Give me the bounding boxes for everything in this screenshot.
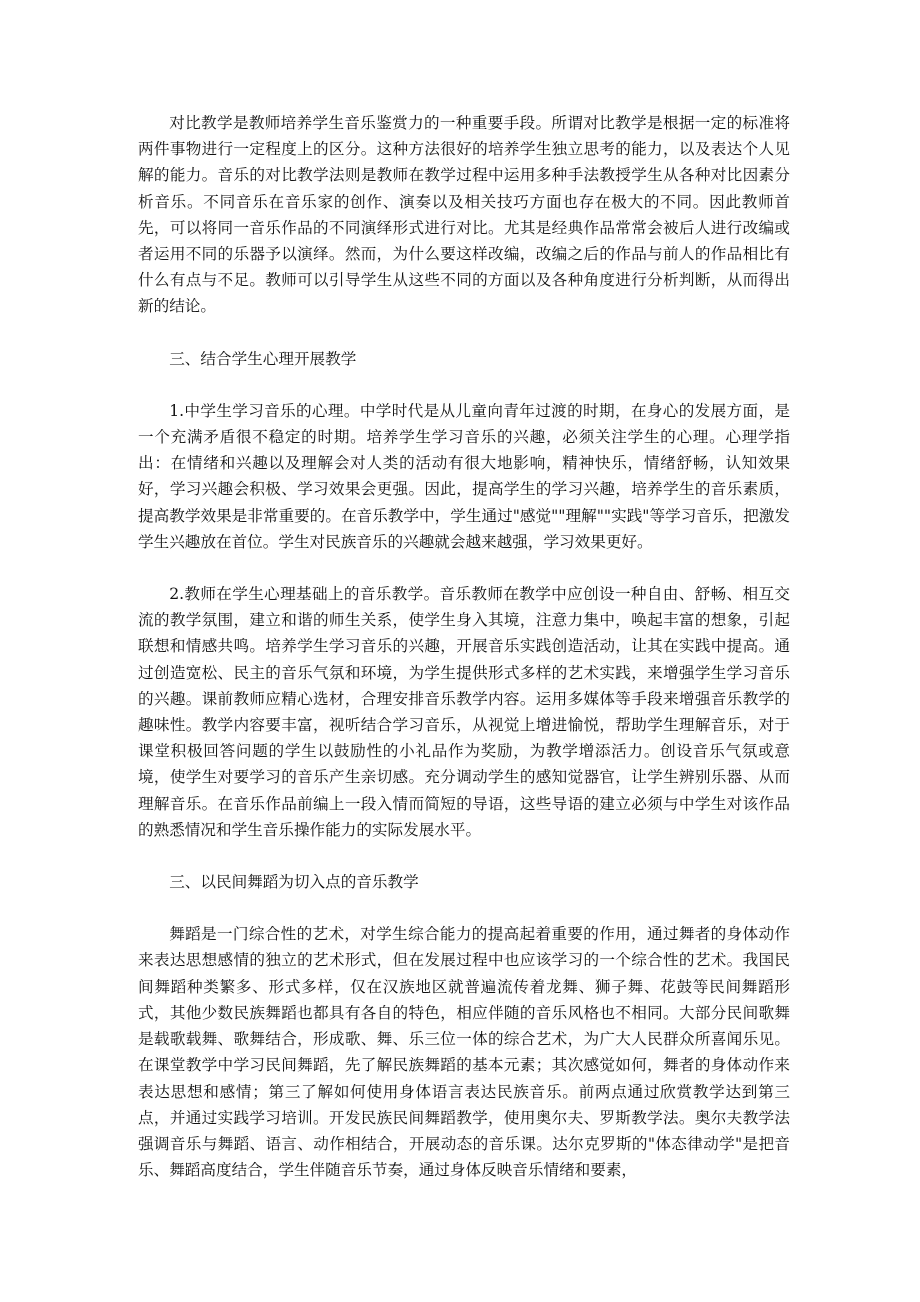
paragraph-gap	[138, 895, 790, 921]
paragraph-folk-dance: 舞蹈是一门综合性的艺术，对学生综合能力的提高起着重要的作用，通过舞者的身体动作来表达思想感情的独立的艺术形式，但在发展过程中也应该学习的一个综合性的艺术。我国民间舞蹈种类繁多、形式多样，仅在汉族地区就普遍流传着龙舞、狮子舞、花鼓等民间舞蹈形式，其他少数民族舞蹈也都具有各自的特色，相应伴随的音乐风格也不相同。大部分民间歌舞是载歌载舞、歌舞结合，形成歌、舞、乐三位一体的综合艺术，为广大人民群众所喜闻乐见。在课堂教学中学习民间舞蹈，先了解民族舞蹈的基本元素；其次感觉如何，舞者的身体动作来表达思想和感情；第三了解如何使用身体语言表达民族音乐。前两点通过欣赏教学达到第三点，并通过实践学习培训。开发民族民间舞蹈教学，使用奥尔夫、罗斯教学法。奥尔夫教学法强调音乐与舞蹈、语言、动作相结合，开展动态的音乐课。达尔克罗斯的"体态律动学"是把音乐、舞蹈高度结合，学生伴随音乐节奏，通过身体反映音乐情绪和要素，	[138, 925, 790, 1180]
paragraph-gap	[138, 843, 790, 869]
paragraph-gap	[138, 372, 790, 398]
paragraph-student-psychology: 1.中学生学习音乐的心理。中学时代是从儿童向青年过渡的时期，在身心的发展方面，是一个充满矛盾很不稳定的时期。培养学生学习音乐的兴趣，必须关注学生的心理。心理学指出：在情绪和兴趣以及理解会对人类的活动有很大地影响，精神快乐，情绪舒畅，认知效果好，学习兴趣会积极、学习效果会更强。因此，提高学生的学习兴趣，培养学生的音乐素质，提高教学效果是非常重要的。在音乐教学中，学生通过"感觉""理解""实践"等学习音乐，把激发学生兴趣放在首位。学生对民族音乐的兴趣就会越来越强，学习效果更好。	[138, 401, 790, 551]
section-heading-psychology: 三、结合学生心理开展教学	[169, 349, 357, 368]
paragraph-teacher-methods: 2.教师在学生心理基础上的音乐教学。音乐教师在教学中应创设一种自由、舒畅、相互交流的教学氛围，建立和谐的师生关系，使学生身入其境，注意力集中，唤起丰富的想象，引起联想和情感共鸣。培养学生学习音乐的兴趣，开展音乐实践创造活动，让其在实践中提高。通过创造宽松、民主的音乐气氛和环境，为学生提供形式多样的艺术实践，来增强学生学习音乐的兴趣。课前教师应精心选材，合理安排音乐教学内容。运用多媒体等手段来增强音乐教学的趣味性。教学内容要丰富，视听结合学习音乐，从视觉上增进愉悦，帮助学生理解音乐，对于课堂积极回答问题的学生以鼓励性的小礼品作为奖励，为教学增添活力。创设音乐气氛或意境，使学生对要学习的音乐产生亲切感。充分调动学生的感知觉器官，让学生辨别乐器、从而理解音乐。在音乐作品前编上一段入情而简短的导语，这些导语的建立必须与中学生对该作品的熟悉情况和学生音乐操作能力的实际发展水平。	[138, 585, 790, 839]
document-page	[138, 110, 790, 1183]
section-heading-folk-dance: 三、以民间舞蹈为切入点的音乐教学	[169, 873, 419, 892]
paragraph-gap	[138, 320, 790, 346]
paragraph-gap	[138, 555, 790, 581]
paragraph-contrast-teaching: 对比教学是教师培养学生音乐鉴赏力的一种重要手段。所谓对比教学是根据一定的标准将两件事物进行一定程度上的区分。这种方法很好的培养学生独立思考的能力，以及表达个人见解的能力。音乐的对比教学法则是教师在教学过程中运用多种手法教授学生从各种对比因素分析音乐。不同音乐在音乐家的创作、演奏以及相关技巧方面也存在极大的不同。因此教师首先，可以将同一音乐作品的不同演绎形式进行对比。尤其是经典作品常常会被后人进行改编或者运用不同的乐器予以演绎。然而，为什么要这样改编，改编之后的作品与前人的作品相比有什么有点与不足。教师可以引导学生从这些不同的方面以及各种角度进行分析判断，从而得出新的结论。	[138, 114, 790, 316]
